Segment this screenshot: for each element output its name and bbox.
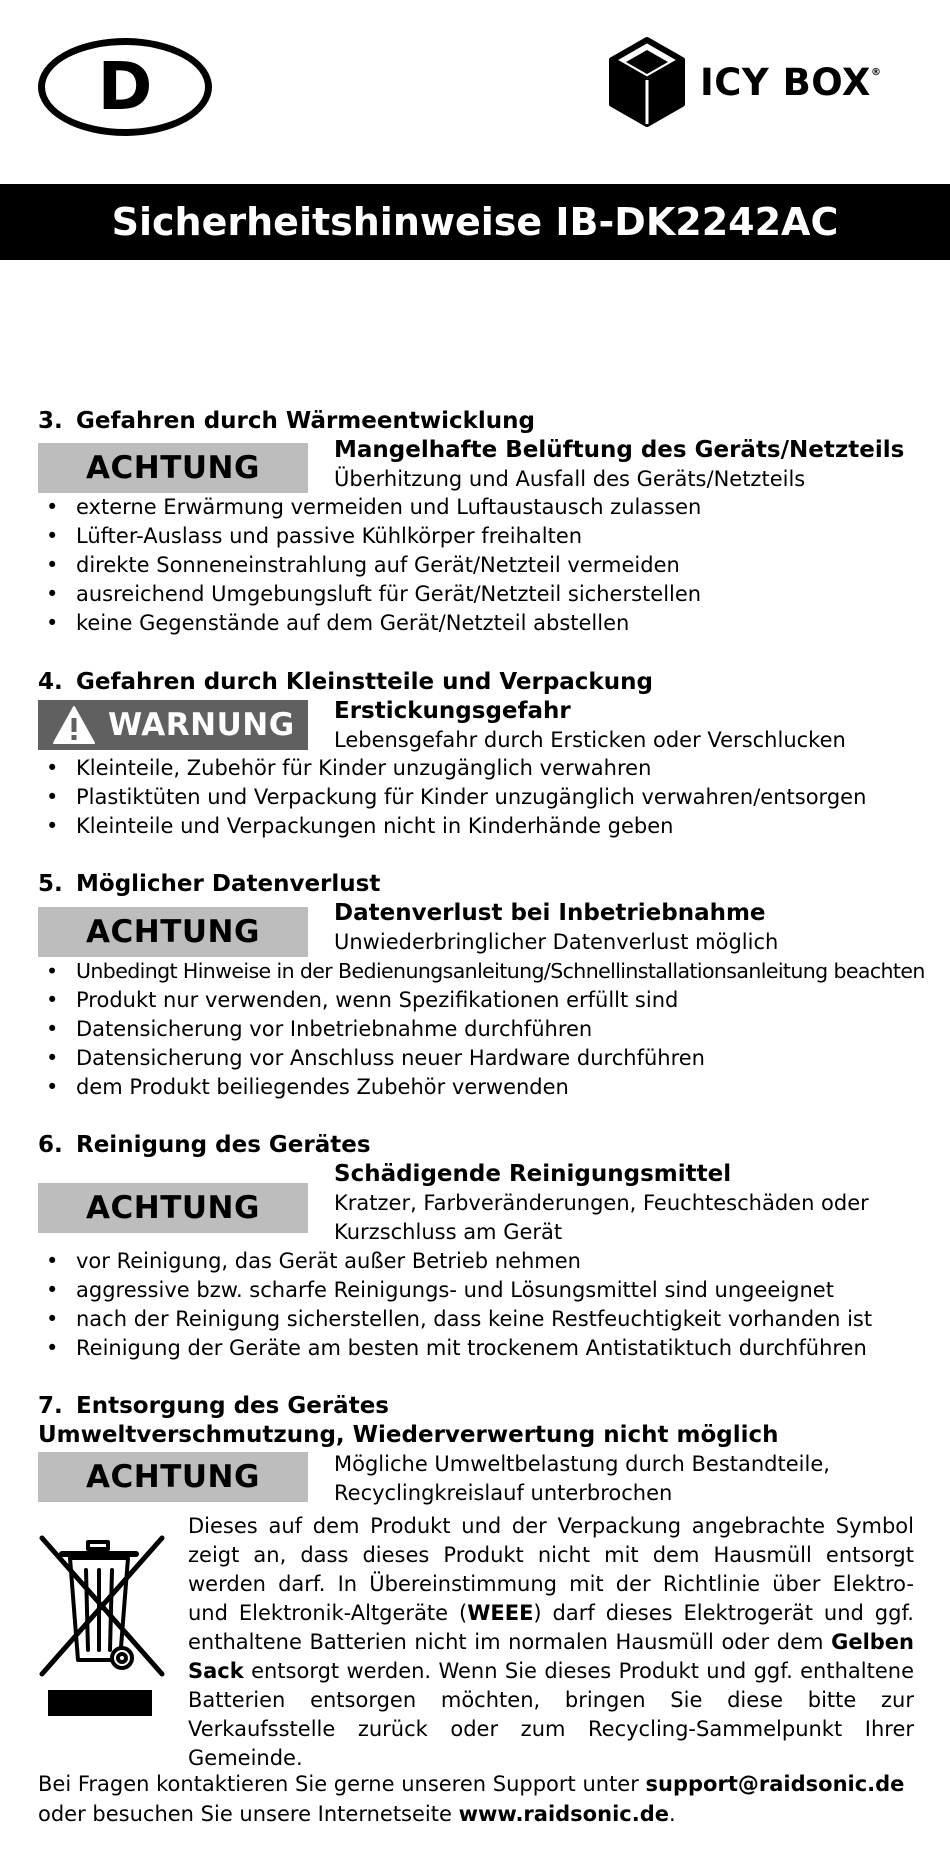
section-4-bullet-list [38,754,866,841]
support-email-link[interactable]: support@raidsonic.de [645,1772,905,1796]
achtung-badge-section-7: ACHTUNG [38,1452,308,1502]
section-5-hazard-desc: Unwiederbringlicher Datenverlust möglich [334,930,779,954]
list-item: • nach der Reinigung sicherstellen, dass keine Restfeuchtigkeit vorhanden ist [38,1305,872,1334]
list-item: • Reinigung der Geräte am besten mit trockenem Antistatiktuch durchführen [38,1334,872,1363]
section-3-bullet-list [38,493,701,638]
brand-name: ICY BOX® [700,60,882,104]
page-title-text: Sicherheitshinweise IB-DK2242AC [111,200,839,244]
list-item: • vor Reinigung, das Gerät außer Betrieb nehmen [38,1247,872,1276]
list-item: • dem Produkt beiliegendes Zubehör verwenden [38,1073,925,1102]
achtung-badge-section-6: ACHTUNG [38,1183,308,1233]
achtung-badge-section-3: ACHTUNG [38,443,308,493]
section-5-hazard-title: Datenverlust bei Inbetriebnahme [334,900,766,926]
section-3-title: 3. Gefahren durch Wärmeentwicklung [38,408,536,434]
section-4-hazard-title: Erstickungsgefahr [334,698,571,724]
warning-triangle-icon [52,705,96,745]
list-item: • Kleinteile und Verpackungen nicht in Kinderhände geben [38,812,866,841]
list-item: • Produkt nur verwenden, wenn Spezifikationen erfüllt sind [38,986,925,1015]
warnung-badge-section-4: WARNUNG [38,700,308,750]
icybox-cube-logo-icon [606,36,688,128]
section-7-hazard-desc: Mögliche Umweltbelastung durch Bestandteile, Recyclingkreislauf unterbrochen [334,1452,830,1505]
list-item: • keine Gegenstände auf dem Gerät/Netzteil abstellen [38,609,701,638]
weee-bin-bar [48,1690,152,1716]
section-6-hazard-title: Schädigende Reinigungsmittel [334,1161,732,1187]
section-6-title: 6. Reinigung des Gerätes [38,1132,371,1158]
list-item: • Kleinteile, Zubehör für Kinder unzugänglich verwahren [38,754,866,783]
contact-info: Bei Fragen kontaktieren Sie gerne unseren Support unter support@raidsonic.de oder besuchen Sie unsere Internetseite www.raidsonic.de. [38,1772,905,1826]
list-item: • Datensicherung vor Anschluss neuer Hardware durchführen [38,1044,925,1073]
section-6-hazard-desc: Kratzer, Farbveränderungen, Feuchteschäden oder Kurzschluss am Gerät [334,1191,869,1244]
registered-mark: ® [870,66,882,78]
list-item: • direkte Sonneneinstrahlung auf Gerät/Netzteil vermeiden [38,551,701,580]
list-item: • Datensicherung vor Inbetriebnahme durchführen [38,1015,925,1044]
gelber-sack-term: Gelben Sack [188,1630,914,1683]
section-4-title: 4. Gefahren durch Kleinstteile und Verpackung [38,669,653,695]
website-link[interactable]: www.raidsonic.de [458,1802,669,1826]
section-5-bullet-list [38,957,925,1102]
section-3-hazard-desc: Überhitzung und Ausfall des Geräts/Netzteils [334,467,806,491]
page-title [0,184,950,260]
weee-notice-text: Dieses auf dem Produkt und der Verpackung angebrachte Symbol zeigt an, dass dieses Produkt nicht mit dem Hausmüll entsorgt werden darf. In Übereinstimmung mit der Richtlinie über Elektro- und Elektronik-Altgeräte (WEEE) darf dieses Elektrogerät und ggf. enthaltene Batterien nicht im normalen Hausmüll oder dem Gelben Sack entsorgt werden. Wenn Sie dieses Produkt und ggf. enthaltene Batterien entsorgen möchten, bringen Sie diese bitte zur Verkaufsstelle zurück oder zum Recycling-Sammelpunkt Ihrer Gemeinde. [188,1514,914,1770]
section-5-title: 5. Möglicher Datenverlust [38,871,381,897]
achtung-badge-section-5: ACHTUNG [38,907,308,957]
weee-abbrev: WEEE [467,1601,534,1625]
language-code: D [97,48,153,125]
section-6-bullet-list [38,1247,872,1363]
list-item: • Plastiktüten und Verpackung für Kinder unzugänglich verwahren/entsorgen [38,783,866,812]
list-item: • ausreichend Umgebungsluft für Gerät/Netzteil sicherstellen [38,580,701,609]
section-7-hazard-title: Umweltverschmutzung, Wiederverwertung nicht möglich [38,1422,779,1448]
section-3-hazard-title: Mangelhafte Belüftung des Geräts/Netzteils [334,437,905,463]
section-4-hazard-desc: Lebensgefahr durch Ersticken oder Verschlucken [334,728,846,752]
list-item: • externe Erwärmung vermeiden und Luftaustausch zulassen [38,493,701,522]
list-item: • Unbedingt Hinweise in der Bedienungsanleitung/Schnellinstallationsanleitung beachten [38,957,925,986]
list-item: • Lüfter-Auslass und passive Kühlkörper freihalten [38,522,701,551]
crossed-bin-weee-icon [38,1532,166,1678]
section-7-title: 7. Entsorgung des Gerätes [38,1393,389,1419]
brand-logo [606,36,881,128]
language-badge [38,38,212,136]
list-item: • aggressive bzw. scharfe Reinigungs- und Lösungsmittel sind ungeeignet [38,1276,872,1305]
